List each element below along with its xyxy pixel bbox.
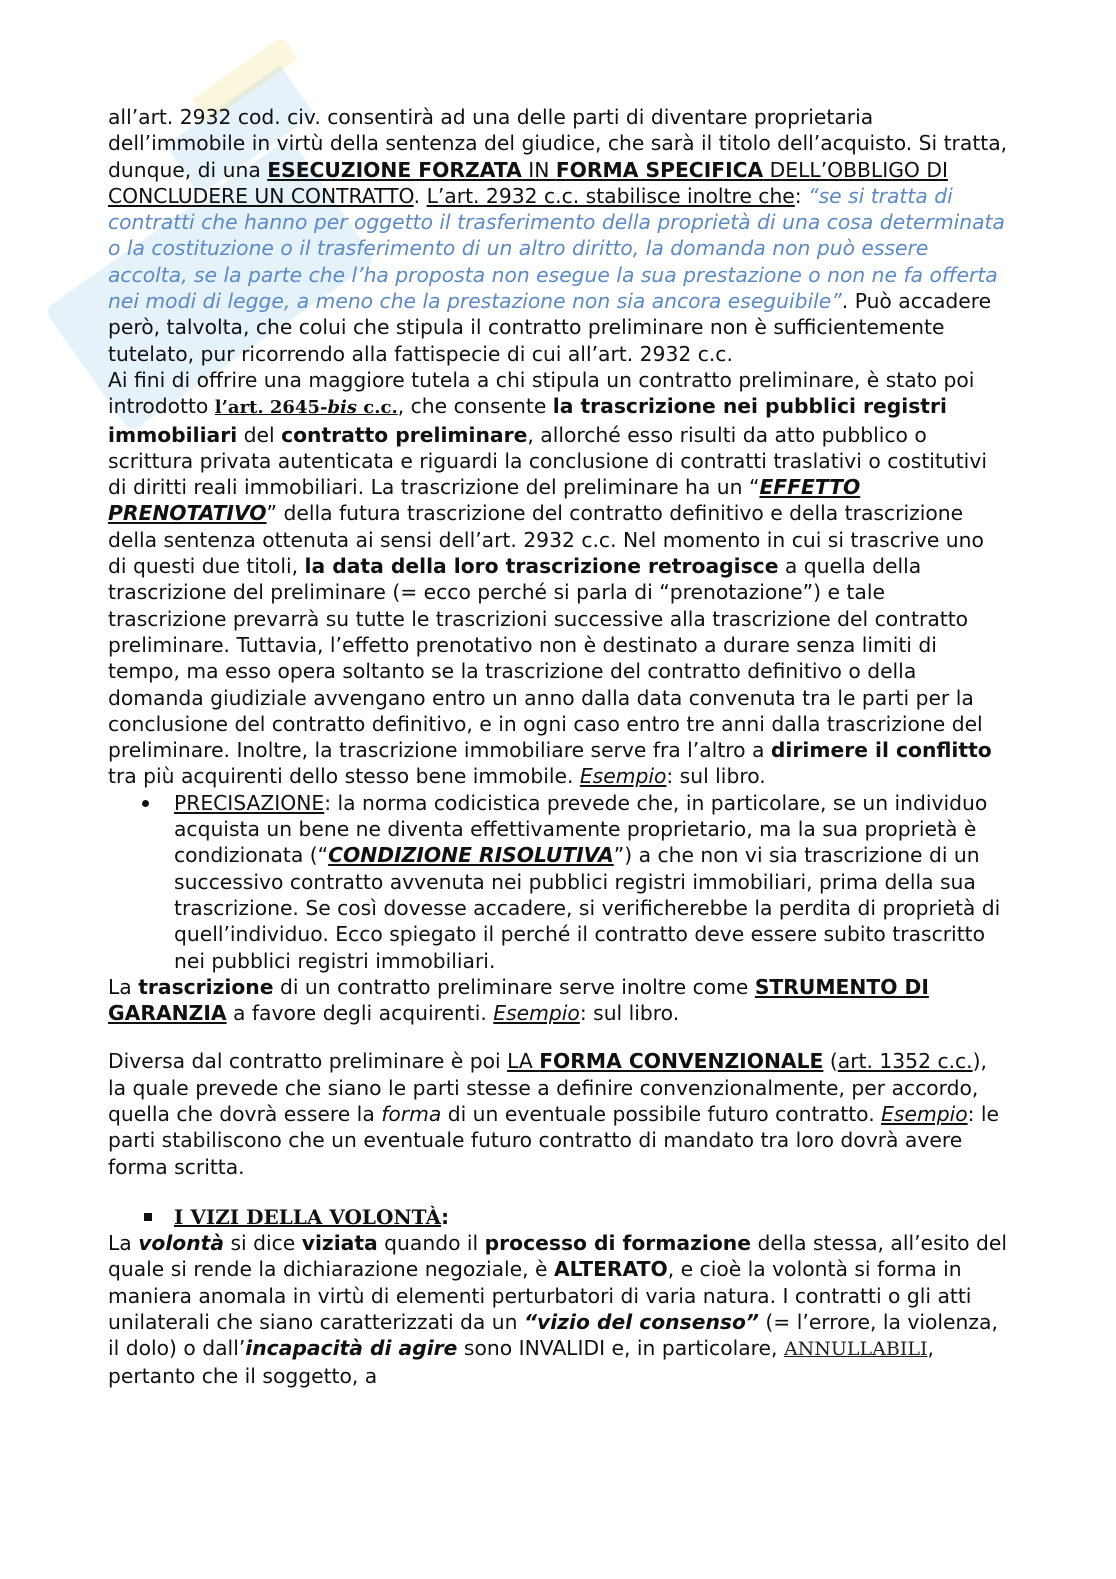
- paragraph-strumento-garanzia: La trascrizione di un contratto preliminare serve inoltre come STRUMENTO DI GARANZIA a favore degli acquirenti. Esempio: sul libro.: [108, 974, 929, 1026]
- art-2645-bis-ref: l’art. 2645-bis c.c.: [214, 397, 398, 419]
- keyword-strumento-di-garanzia: STRUMENTO DI GARANZIA: [108, 974, 929, 1026]
- paragraph-vizi-volonta: La volontà si dice viziata quando il processo di formazione della stessa, all’esito del quale si rende la dichiarazione negoziale, è ALTERATO, e cioè la volontà si forma in maniera anomala in virtù di elementi perturbatori di varia natura. I contratti o gli atti unilaterali che siano caratterizzati da un “vizio del consenso” (= l’errore, la violenza, il dolo) o dall’incapacità di agire sono INVALIDI e, in particolare, ANNULLABILI, pertanto che il soggetto, a: [108, 1231, 1008, 1388]
- keyword-condizione-risolutiva: CONDIZIONE RISOLUTIVA: [328, 843, 614, 868]
- keyword-forma-specifica: FORMA SPECIFICA: [555, 157, 764, 182]
- paragraph-esecuzione-forzata: all’art. 2932 cod. civ. consentirà ad una delle parti di diventare proprietaria dell’immobile in virtù della sentenza del giudice, che sarà il titolo dell’acquisto. Si tratta, dunque, di una ESECUZIONE FORZATA IN FORMA SPECIFICA DELL’OBBLIGO DI CONCLUDERE UN CONTRATTO. L’art. 2932 c.c. stabilisce inoltre che: “se si tratta di contratti che hanno per oggetto il trasferimento della proprietà di una cosa determinata o la costituzione o il trasferimento di un altro diritto, la domanda non può essere accolta, se la parte che l’ha proposta non esegue la sua prestazione o non ne fa offerta nei modi di legge, a meno che la prestazione non sia ancora eseguibile”. Può accadere però, talvolta, che colui che stipula il contratto preliminare non è sufficientemente tutelato, pur ricorrendo alla fattispecie di cui all’art. 2932 c.c.: [108, 105, 1008, 366]
- document-page: [108, 104, 1008, 1389]
- bullet-list: [108, 790, 1008, 974]
- bullet-icon: [142, 800, 149, 807]
- paragraph-forma-convenzionale: Diversa dal contratto preliminare è poi LA FORMA CONVENZIONALE (art. 1352 c.c.), la quale prevede che siano le parti stesse a definire convenzionalmente, per accordo, quella che dovrà essere la forma di un eventuale possibile futuro contratto. Esempio: le parti stabiliscono che un eventuale futuro contratto di mandato tra loro dovrà avere forma scritta.: [108, 1049, 1000, 1179]
- keyword-effetto-prenotativo: EFFETTO PRENOTATIVO: [108, 475, 861, 526]
- paragraph-art-2645-bis: Ai fini di offrire una maggiore tutela a chi stipula un contratto preliminare, è stato poi introdotto l’art. 2645-bis c.c., che consente la trascrizione nei pubblici registri immobiliari del contratto preliminare, allorché esso risulti da atto pubblico o scrittura privata autenticata e riguardi la conclusione di contratti traslativi o costitutivi di diritti reali immobiliari. La trascrizione del preliminare ha un “EFFETTO PRENOTATIVO” della futura trascrizione del contratto definitivo e della trascrizione della sentenza ottenuta ai sensi dell’art. 2932 c.c. Nel momento in cui si trascrive uno di questi due titoli, la data della loro trascrizione retroagisce a quella della trascrizione del preliminare (= ecco perché si parla di “prenotazione”) e tale trascrizione prevarrà su tutte le trascrizioni successive alla trascrizione del contratto preliminare. Tuttavia, l’effetto prenotativo non è destinato a durare senza limiti di tempo, ma esso opera soltanto se la trascrizione del contratto definitivo o della domanda giudiziale avvengano entro un anno dalla data convenuta tra le parti per la conclusione del contratto definitivo, e in ogni caso entro tre anni dalla trascrizione del preliminare. Inoltre, la trascrizione immobiliare serve fra l’altro a dirimere il conflitto tra più acquirenti dello stesso bene immobile. Esempio: sul libro.: [108, 367, 992, 789]
- square-bullet-icon: [144, 1213, 152, 1221]
- keyword-esecuzione-forzata: ESECUZIONE FORZATA: [267, 157, 522, 182]
- list-item-precisazione: PRECISAZIONE: la norma codicistica prevede che, in particolare, se un individuo acquista un bene ne diventa effettivamente proprietario, ma la sua proprietà è condizionata (“CONDIZIONE RISOLUTIVA”) a che non vi sia trascrizione di un successivo contratto avvenuta nei pubblici registri immobiliari, prima della sua trascrizione. Se così dovesse accadere, si verificherebbe la perdita di proprietà di quell’individuo. Ecco spiegato il perché il contratto deve essere subito trascritto nei pubblici registri immobiliari.: [174, 790, 1008, 974]
- section-heading-vizi-volonta: I VIZI DELLA VOLONTÀ:: [144, 1204, 1008, 1230]
- keyword-forma-convenzionale: FORMA CONVENZIONALE: [539, 1049, 824, 1074]
- quote-art-2932: “se si tratta di contratti che hanno per oggetto il trasferimento della proprietà di una cosa determinata o la costituzione o il trasferimento di un altro diritto, la domanda non può essere accolta, se la parte che l’ha proposta non esegue la sua prestazione o non ne fa offerta nei modi di legge, a meno che la prestazione non sia ancora eseguibile”: [108, 183, 1005, 314]
